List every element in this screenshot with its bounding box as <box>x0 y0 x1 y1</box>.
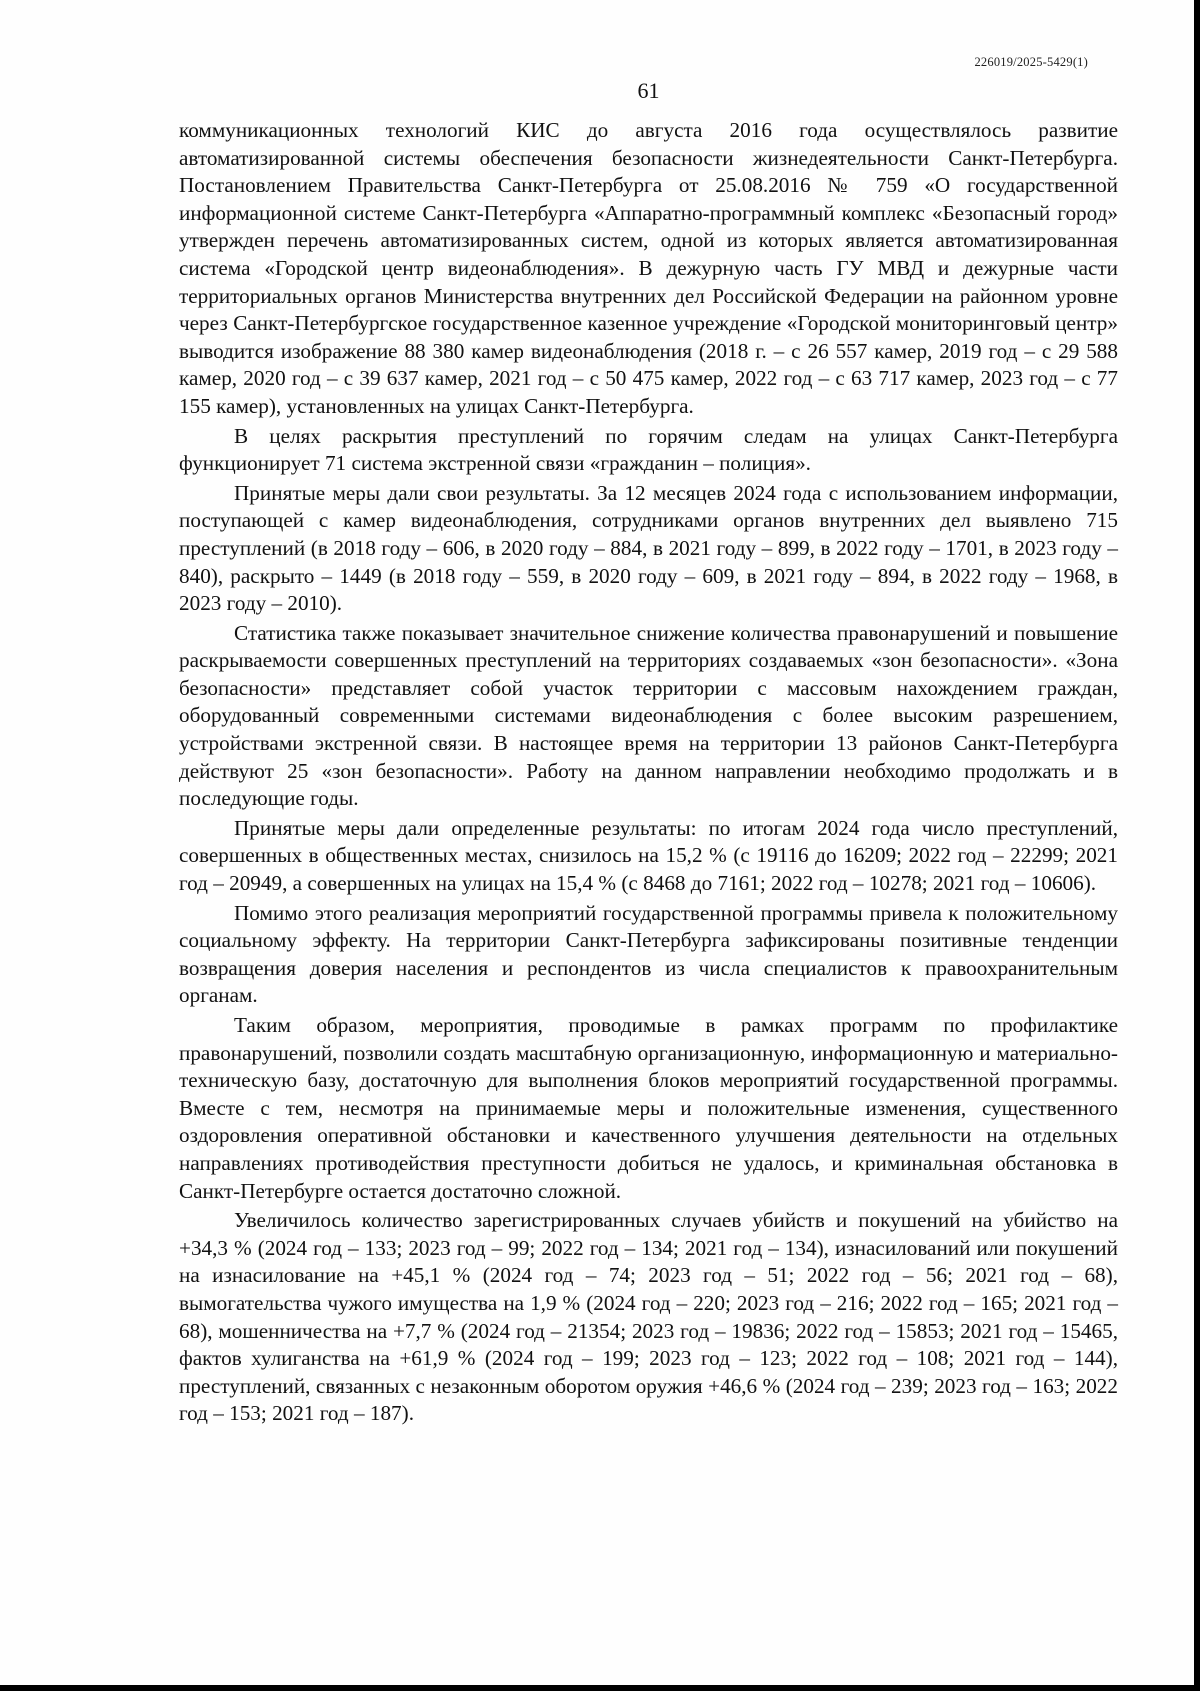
scan-edge-bottom <box>0 1685 1200 1691</box>
paragraph: Статистика также показывает значительное снижение количества правонарушений и повышение раскрываемости совершенных преступлений на территориях создаваемых «зон безопасности». «Зона безопасности» представляет собой участок территории с массовым нахождением граждан, оборудованный современными системами видеонаблюдения с более высоким разрешением, устройствами экстренной связи. В настоящее время на территории 13 районов Санкт-Петербурга действуют 25 «зон безопасности». Работу на данном направлении необходимо продолжать и в последующие годы. <box>179 620 1118 811</box>
document-body <box>179 117 1118 1430</box>
page-number: 61 <box>637 78 660 103</box>
scan-edge-right <box>1194 0 1200 1691</box>
document-registration-number: 226019/2025-5429(1) <box>974 55 1088 69</box>
paragraph: Помимо этого реализация мероприятий государственной программы привела к положительному социальному эффекту. На территории Санкт-Петербурга зафиксированы позитивные тенденции возвращения доверия населения и респондентов из числа специалистов к правоохранительным органам. <box>179 900 1118 1008</box>
paragraph: Увеличилось количество зарегистрированных случаев убийств и покушений на убийство на +34,3 % (2024 год – 133; 2023 год – 99; 2022 год – 134; 2021 год – 134), изнасилований или покушений на изнасилование на +45,1 % (2024 год – 74; 2023 год – 51; 2022 год – 56; 2021 год – 68), вымогательства чужого имущества на 1,9 % (2024 год – 220; 2023 год – 216; 2022 год – 165; 2021 год – 68), мошенничества на +7,7 % (2024 год – 21354; 2023 год – 19836; 2022 год – 15853; 2021 год – 15465, фактов хулиганства на +61,9 % (2024 год – 199; 2023 год – 123; 2022 год – 108; 2021 год – 144), преступлений, связанных с незаконным оборотом оружия +46,6 % (2024 год – 239; 2023 год – 163; 2022 год – 153; 2021 год – 187). <box>179 1208 1118 1426</box>
paragraph: Таким образом, мероприятия, проводимые в рамках программ по профилактике правонарушений, позволили создать масштабную организационную, информационную и материально-техническую базу, достаточную для выполнения блоков мероприятий государственной программы. Вместе с тем, несмотря на принимаемые меры и положительные изменения, существенного оздоровления оперативной обстановки и качественного улучшения деятельности на отдельных направлениях противодействия преступности добиться не удалось, и криминальная обстановка в Санкт-Петербурге остается достаточно сложной. <box>179 1013 1118 1203</box>
paragraph-continuation: коммуникационных технологий КИС до августа 2016 года осуществлялось развитие автоматизированной системы обеспечения безопасности жизнедеятельности Санкт-Петербурга. Постановлением Правительства Санкт-Петербурга от 25.08.2016 № 759 «О государственной информационной системе Санкт-Петербурга «Аппаратно-программный комплекс «Безопасный город» утвержден перечень автоматизированных систем, одной из которых является автоматизированная система «Городской центр видеонаблюдения». В дежурную часть ГУ МВД и дежурные части территориальных органов Министерства внутренних дел Российской Федерации на районном уровне через Санкт-Петербургское государственное казенное учреждение «Городской мониторинговый центр» выводится изображение 88 380 камер видеонаблюдения (2018 г. – с 26 557 камер, 2019 год – с 29 588 камер, 2020 год – с 39 637 камер, 2021 год – с 50 475 камер, 2022 год – с 63 717 камер, 2023 год – с 77 155 камер), установленных на улицах Санкт-Петербурга. <box>179 118 1118 418</box>
paragraph: В целях раскрытия преступлений по горячим следам на улицах Санкт-Петербурга функционирует 71 система экстренной связи «гражданин – полиция». <box>179 423 1118 476</box>
paragraph: Принятые меры дали свои результаты. За 12 месяцев 2024 года с использованием информации, поступающей с камер видеонаблюдения, сотрудниками органов внутренних дел выявлено 715 преступлений (в 2018 году – 606, в 2020 году – 884, в 2021 году – 899, в 2022 году – 1701, в 2023 году – 840), раскрыто – 1449 (в 2018 году – 559, в 2020 году – 609, в 2021 году – 894, в 2022 году – 1968, в 2023 году – 2010). <box>179 480 1118 616</box>
paragraph: Принятые меры дали определенные результаты: по итогам 2024 года число преступлений, совершенных в общественных местах, снизилось на 15,2 % (с 19116 до 16209; 2022 год – 22299; 2021 год – 20949, а совершенных на улицах на 15,4 % (с 8468 до 7161; 2022 год – 10278; 2021 год – 10606). <box>179 815 1118 896</box>
